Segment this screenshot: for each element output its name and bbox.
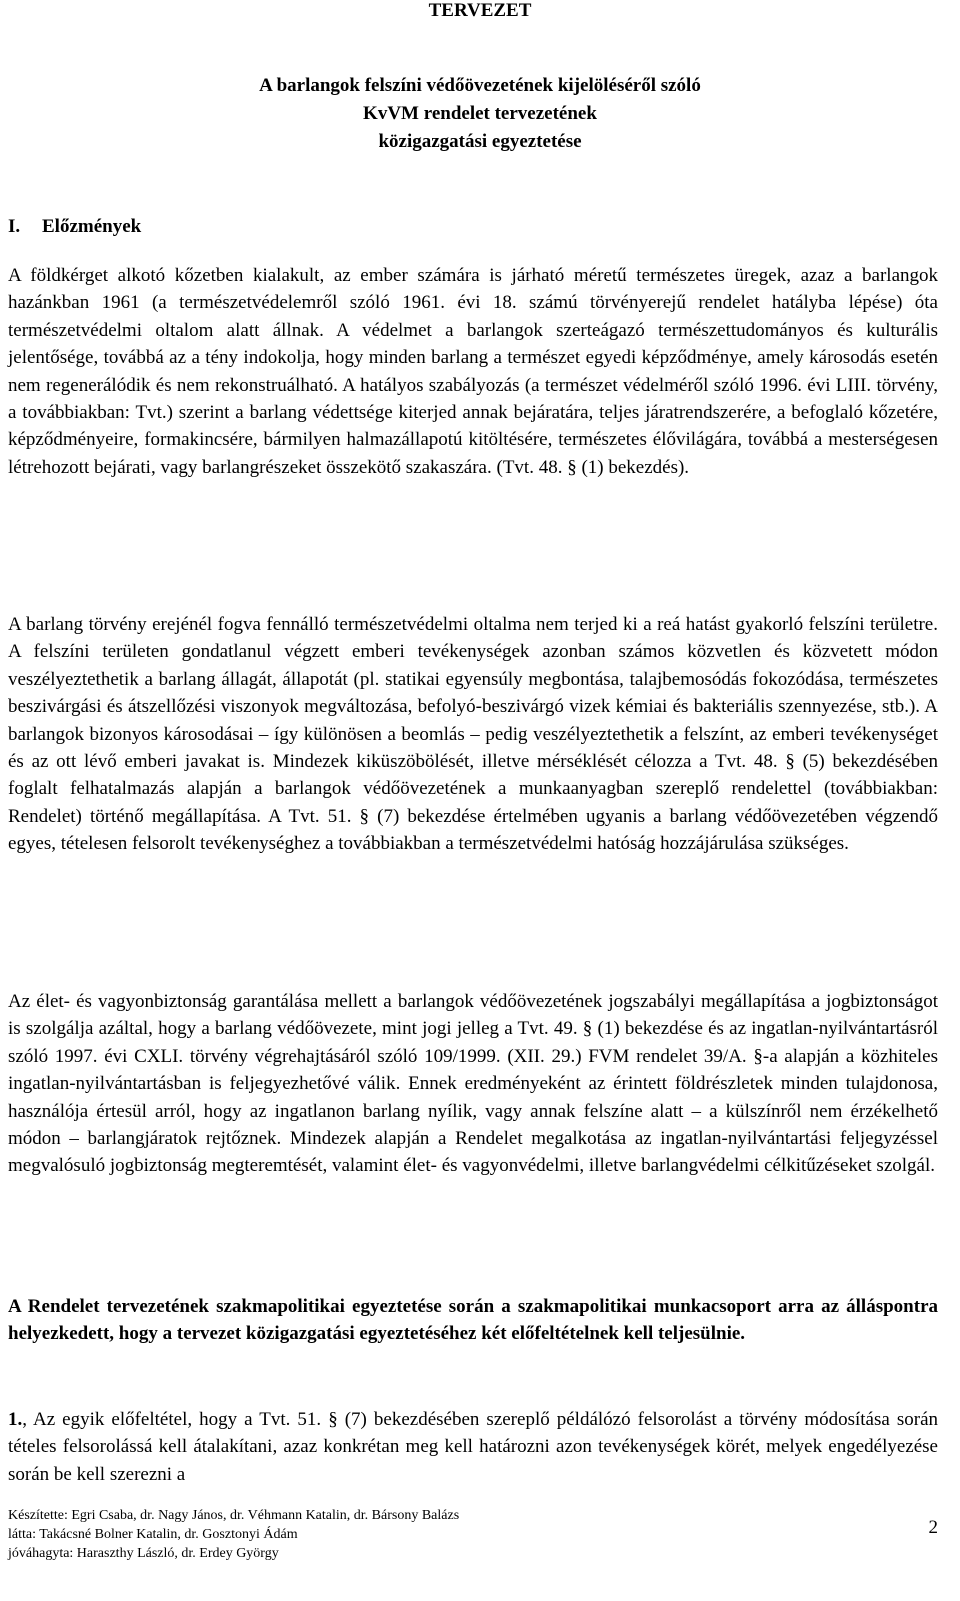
paragraph-1: A földkérget alkotó kőzetben kialakult, az ember számára is járható méretű természetes üregek, azaz a barlangok hazánkban 1961 (a természetvédelemről szóló 1961. évi 18. számú törvényerejű rendelet hatályba lépése) óta természetvédelmi oltalom alatt állnak. A védelmet a barlangok szerteágazó természettudományos és kulturális jelentősége, továbbá az a tény indokolja, hogy minden barlang a természet egyedi képződménye, amely károsodás esetén nem regenerálódik és nem rekonstruálható. A hatályos szabályozás (a természet védelméről szóló 1996. évi LIII. törvény, a továbbiakban: Tvt.) szerint a barlang védettsége kiterjed annak bejáratára, teljes járatrendszerére, a befoglaló kőzetére, képződményeire, formakincsére, bármilyen halmazállapotú kitöltésére, természetes élővilágára, továbbá a mesterségesen létrehozott bejárati, vagy barlangrészeket összekötő szakaszára. (Tvt. 48. § (1) bekezdés). xyxy=(8,265,938,478)
list-number: 1. xyxy=(8,1409,23,1430)
title-line-1: A barlangok felszíni védőövezetének kijelöléséről szóló xyxy=(259,75,701,96)
paragraph-4: A Rendelet tervezetének szakmapolitikai egyeztetése során a szakmapolitikai munkacsoport arra az álláspontra helyezkedett, hogy a tervezet közigazgatási egyeztetéséhez két előfeltételnek kell teljesülnie. xyxy=(8,1296,938,1345)
footer-reviewed-by: látta: Takácsné Bolner Katalin, dr. Gosztonyi Ádám xyxy=(8,1527,298,1542)
section-number: I. xyxy=(8,216,21,237)
draft-label: TERVEZET xyxy=(428,0,532,21)
section-heading xyxy=(8,214,141,240)
paragraph-5 xyxy=(8,1406,938,1488)
section-title: Előzmények xyxy=(42,216,142,237)
footer xyxy=(8,1506,459,1563)
paragraph-2: A barlang törvény erejénél fogva fennálló természetvédelmi oltalma nem terjed ki a reá hatást gyakorló felszíni területre. A felszíni területen gondatlanul végzett emberi tevékenységek azonban számos közvetlen és közvetett módon veszélyeztethetik a barlang állagát, állapotát (pl. statikai egyensúly megbontása, talajbemosódás fokozódása, természetes beszivárgási és átszellőzési viszonyok megváltozása, befolyó-beszivárgó vizek kémiai és bakteriális szennyezése, stb.). A barlangok bizonyos károsodásai – így különösen a beomlás – pedig veszélyeztethetik a felszínt, az emberi tevékenységet és az ott lévő emberi javakat is. Mindezek kiküszöbölését, illetve mérséklését célozza a Tvt. 48. § (5) bekezdésében foglalt felhatalmazás alapján a barlangok védőövezetének a munkaanyagban szereplő rendelettel (továbbiakban: Rendelet) történő megállapítása. A Tvt. 51. § (7) bekezdése értelmében ugyanis a barlang védőövezetében végzendő egyes, tételesen felsorolt tevékenységhez a továbbiakban a természetvédelmi hatóság hozzájárulása szükséges. xyxy=(8,614,938,855)
document-title xyxy=(0,72,960,156)
paragraph-3: Az élet- és vagyonbiztonság garantálása mellett a barlangok védőövezetének jogszabályi megállapítása a jogbiztonságot is szolgálja azáltal, hogy a barlang védőövezete, mint jogi jelleg a Tvt. 49. § (1) bekezdése és az ingatlan-nyilvántartásról szóló 1997. évi CXLI. törvény végrehajtásáról szóló 109/1999. (XII. 29.) FVM rendelet 39/A. §-a alapján a közhiteles ingatlan-nyilvántartásban is feljegyezhetővé válik. Ennek eredményeként az érintett földrészletek minden tulajdonosa, használója értesül arról, hogy az ingatlanon barlang nyílik, vagy annak felszíne alatt – a külszínről nem érzékelhető módon – barlangjáratok rejtőznek. Mindezek alapján a Rendelet megalkotása az ingatlan-nyilvántartási feljegyzéssel megvalósuló jogbiztonság megteremtését, valamint élet- és vagyonvédelmi, illetve barlangvédelmi célkitűzéseket szolgál. xyxy=(8,991,938,1177)
footer-prepared-by: Készítette: Egri Csaba, dr. Nagy János, dr. Véhmann Katalin, dr. Bársony Balázs xyxy=(8,1508,460,1523)
footer-approved-by: jóváhagyta: Haraszthy László, dr. Erdey György xyxy=(8,1546,279,1561)
page-number: 2 xyxy=(928,1517,938,1538)
title-line-3: közigazgatási egyeztetése xyxy=(378,131,582,152)
paragraph-5-text: , Az egyik előfeltétel, hogy a Tvt. 51. § (7) bekezdésében szereplő példálózó felsorolást a törvény módosítása során tételes felsorolássá kell átalakítani, azaz konkrétan meg kell határozni azon tevékenységek körét, melyek engedélyezése során be kell szerezni a xyxy=(8,1409,938,1485)
title-line-2: KvVM rendelet tervezetének xyxy=(363,103,597,124)
